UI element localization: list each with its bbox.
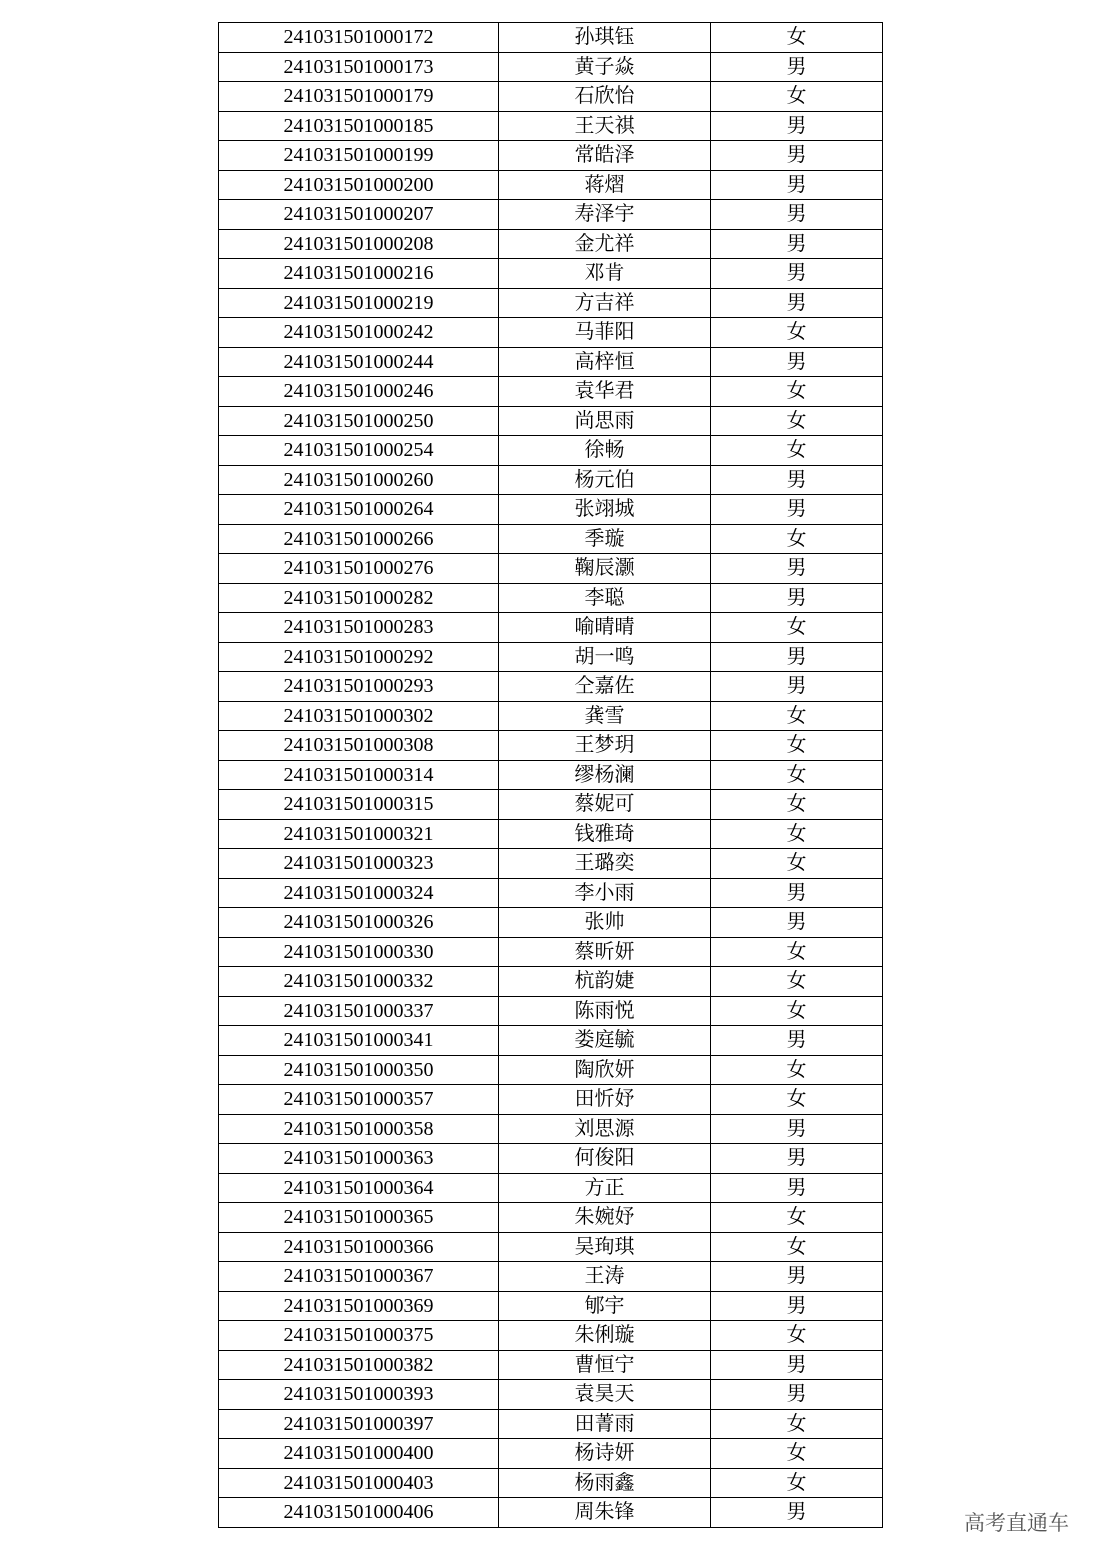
cell-name: 杨雨鑫	[499, 1468, 711, 1498]
cell-gender: 男	[711, 465, 883, 495]
cell-name: 龚雪	[499, 701, 711, 731]
cell-gender: 女	[711, 524, 883, 554]
cell-gender: 男	[711, 170, 883, 200]
cell-name: 寿泽宇	[499, 200, 711, 230]
cell-name: 陈雨悦	[499, 996, 711, 1026]
cell-gender: 男	[711, 229, 883, 259]
cell-gender: 男	[711, 141, 883, 171]
cell-name: 鞠辰灏	[499, 554, 711, 584]
cell-exam-id: 241031501000369	[219, 1291, 499, 1321]
cell-name: 常皓泽	[499, 141, 711, 171]
cell-name: 仝嘉佐	[499, 672, 711, 702]
cell-exam-id: 241031501000264	[219, 495, 499, 525]
cell-exam-id: 241031501000393	[219, 1380, 499, 1410]
cell-gender: 女	[711, 819, 883, 849]
cell-exam-id: 241031501000185	[219, 111, 499, 141]
table-row	[219, 406, 883, 436]
table-row	[219, 819, 883, 849]
cell-gender: 男	[711, 495, 883, 525]
cell-gender: 女	[711, 1409, 883, 1439]
cell-gender: 女	[711, 1321, 883, 1351]
cell-gender: 女	[711, 849, 883, 879]
cell-exam-id: 241031501000321	[219, 819, 499, 849]
cell-exam-id: 241031501000293	[219, 672, 499, 702]
cell-gender: 男	[711, 1350, 883, 1380]
cell-exam-id: 241031501000367	[219, 1262, 499, 1292]
cell-gender: 男	[711, 878, 883, 908]
table-row	[219, 1321, 883, 1351]
cell-gender: 男	[711, 1291, 883, 1321]
table-row	[219, 524, 883, 554]
cell-gender: 男	[711, 288, 883, 318]
cell-name: 王璐奕	[499, 849, 711, 879]
table-row	[219, 288, 883, 318]
cell-exam-id: 241031501000200	[219, 170, 499, 200]
table-row	[219, 672, 883, 702]
cell-exam-id: 241031501000314	[219, 760, 499, 790]
cell-gender: 男	[711, 672, 883, 702]
table-row	[219, 731, 883, 761]
cell-name: 缪杨澜	[499, 760, 711, 790]
cell-gender: 男	[711, 1026, 883, 1056]
student-list-table	[218, 22, 883, 1528]
cell-exam-id: 241031501000246	[219, 377, 499, 407]
cell-name: 孙琪钰	[499, 23, 711, 53]
cell-exam-id: 241031501000358	[219, 1114, 499, 1144]
cell-name: 曹恒宁	[499, 1350, 711, 1380]
cell-gender: 男	[711, 347, 883, 377]
cell-name: 朱婉妤	[499, 1203, 711, 1233]
cell-name: 袁昊天	[499, 1380, 711, 1410]
cell-gender: 女	[711, 701, 883, 731]
table-row	[219, 1498, 883, 1528]
table-row	[219, 23, 883, 53]
table-row	[219, 436, 883, 466]
table-row	[219, 1085, 883, 1115]
cell-name: 蔡昕妍	[499, 937, 711, 967]
cell-name: 张翊城	[499, 495, 711, 525]
cell-exam-id: 241031501000179	[219, 82, 499, 112]
table-row	[219, 1144, 883, 1174]
table-row	[219, 790, 883, 820]
cell-gender: 女	[711, 1468, 883, 1498]
cell-name: 吴珣琪	[499, 1232, 711, 1262]
cell-gender: 男	[711, 1262, 883, 1292]
cell-name: 杭韵婕	[499, 967, 711, 997]
cell-name: 胡一鸣	[499, 642, 711, 672]
cell-gender: 女	[711, 731, 883, 761]
cell-exam-id: 241031501000282	[219, 583, 499, 613]
cell-exam-id: 241031501000365	[219, 1203, 499, 1233]
cell-exam-id: 241031501000363	[219, 1144, 499, 1174]
cell-name: 朱俐璇	[499, 1321, 711, 1351]
cell-exam-id: 241031501000337	[219, 996, 499, 1026]
table-row	[219, 495, 883, 525]
cell-exam-id: 241031501000292	[219, 642, 499, 672]
table-row	[219, 642, 883, 672]
cell-gender: 女	[711, 1232, 883, 1262]
cell-name: 黄子焱	[499, 52, 711, 82]
cell-gender: 女	[711, 937, 883, 967]
student-list-body	[219, 23, 883, 1528]
cell-exam-id: 241031501000315	[219, 790, 499, 820]
cell-exam-id: 241031501000302	[219, 701, 499, 731]
cell-name: 娄庭毓	[499, 1026, 711, 1056]
cell-gender: 男	[711, 1114, 883, 1144]
cell-name: 田忻妤	[499, 1085, 711, 1115]
cell-name: 徐畅	[499, 436, 711, 466]
cell-gender: 女	[711, 406, 883, 436]
cell-exam-id: 241031501000216	[219, 259, 499, 289]
cell-exam-id: 241031501000323	[219, 849, 499, 879]
table-row	[219, 1114, 883, 1144]
cell-exam-id: 241031501000364	[219, 1173, 499, 1203]
cell-name: 石欣怡	[499, 82, 711, 112]
cell-name: 钱雅琦	[499, 819, 711, 849]
cell-name: 尚思雨	[499, 406, 711, 436]
cell-exam-id: 241031501000283	[219, 613, 499, 643]
cell-gender: 女	[711, 1203, 883, 1233]
table-row	[219, 583, 883, 613]
cell-exam-id: 241031501000406	[219, 1498, 499, 1528]
table-row	[219, 613, 883, 643]
table-row	[219, 760, 883, 790]
table-row	[219, 200, 883, 230]
table-row	[219, 996, 883, 1026]
cell-name: 马菲阳	[499, 318, 711, 348]
cell-gender: 女	[711, 790, 883, 820]
table-row	[219, 1203, 883, 1233]
cell-gender: 女	[711, 82, 883, 112]
cell-exam-id: 241031501000350	[219, 1055, 499, 1085]
cell-name: 高梓恒	[499, 347, 711, 377]
cell-gender: 男	[711, 1380, 883, 1410]
cell-name: 袁华君	[499, 377, 711, 407]
table-row	[219, 1380, 883, 1410]
cell-gender: 女	[711, 967, 883, 997]
table-row	[219, 908, 883, 938]
table-row	[219, 1468, 883, 1498]
cell-exam-id: 241031501000244	[219, 347, 499, 377]
cell-name: 方吉祥	[499, 288, 711, 318]
cell-gender: 女	[711, 1439, 883, 1469]
table-row	[219, 1262, 883, 1292]
cell-exam-id: 241031501000242	[219, 318, 499, 348]
cell-exam-id: 241031501000308	[219, 731, 499, 761]
cell-name: 李聪	[499, 583, 711, 613]
table-row	[219, 141, 883, 171]
cell-exam-id: 241031501000254	[219, 436, 499, 466]
cell-gender: 女	[711, 23, 883, 53]
cell-exam-id: 241031501000366	[219, 1232, 499, 1262]
cell-name: 蔡妮可	[499, 790, 711, 820]
table-row	[219, 318, 883, 348]
table-row	[219, 229, 883, 259]
cell-gender: 女	[711, 318, 883, 348]
cell-gender: 男	[711, 554, 883, 584]
cell-exam-id: 241031501000199	[219, 141, 499, 171]
table-row	[219, 170, 883, 200]
cell-name: 杨元伯	[499, 465, 711, 495]
cell-exam-id: 241031501000403	[219, 1468, 499, 1498]
cell-gender: 女	[711, 436, 883, 466]
cell-name: 田菁雨	[499, 1409, 711, 1439]
cell-name: 方正	[499, 1173, 711, 1203]
cell-name: 刘思源	[499, 1114, 711, 1144]
cell-exam-id: 241031501000173	[219, 52, 499, 82]
watermark-text: 高考直通车	[964, 1511, 1069, 1535]
cell-name: 周朱锋	[499, 1498, 711, 1528]
cell-gender: 女	[711, 613, 883, 643]
cell-exam-id: 241031501000330	[219, 937, 499, 967]
cell-gender: 男	[711, 1173, 883, 1203]
cell-exam-id: 241031501000382	[219, 1350, 499, 1380]
cell-gender: 男	[711, 1498, 883, 1528]
table-row	[219, 52, 883, 82]
table-row	[219, 1055, 883, 1085]
cell-gender: 女	[711, 996, 883, 1026]
cell-exam-id: 241031501000260	[219, 465, 499, 495]
cell-name: 张帅	[499, 908, 711, 938]
cell-gender: 女	[711, 377, 883, 407]
table-row	[219, 347, 883, 377]
table-row	[219, 1409, 883, 1439]
table-row	[219, 259, 883, 289]
cell-gender: 男	[711, 642, 883, 672]
cell-gender: 男	[711, 52, 883, 82]
table-row	[219, 1439, 883, 1469]
cell-exam-id: 241031501000341	[219, 1026, 499, 1056]
table-row	[219, 967, 883, 997]
table-row	[219, 377, 883, 407]
table-row	[219, 1173, 883, 1203]
cell-name: 喻晴晴	[499, 613, 711, 643]
cell-gender: 男	[711, 583, 883, 613]
cell-gender: 男	[711, 200, 883, 230]
table-row	[219, 937, 883, 967]
cell-exam-id: 241031501000266	[219, 524, 499, 554]
cell-gender: 女	[711, 1085, 883, 1115]
cell-gender: 男	[711, 908, 883, 938]
cell-name: 王天祺	[499, 111, 711, 141]
table-row	[219, 701, 883, 731]
cell-exam-id: 241031501000397	[219, 1409, 499, 1439]
cell-exam-id: 241031501000219	[219, 288, 499, 318]
table-row	[219, 1232, 883, 1262]
cell-gender: 男	[711, 259, 883, 289]
cell-name: 金尤祥	[499, 229, 711, 259]
table-row	[219, 878, 883, 908]
cell-exam-id: 241031501000208	[219, 229, 499, 259]
cell-name: 邓肯	[499, 259, 711, 289]
cell-name: 杨诗妍	[499, 1439, 711, 1469]
cell-exam-id: 241031501000326	[219, 908, 499, 938]
cell-exam-id: 241031501000207	[219, 200, 499, 230]
table-row	[219, 1291, 883, 1321]
cell-gender: 男	[711, 111, 883, 141]
cell-name: 李小雨	[499, 878, 711, 908]
table-row	[219, 554, 883, 584]
cell-gender: 女	[711, 760, 883, 790]
cell-name: 何俊阳	[499, 1144, 711, 1174]
cell-name: 郇宇	[499, 1291, 711, 1321]
cell-name: 季璇	[499, 524, 711, 554]
cell-name: 王梦玥	[499, 731, 711, 761]
table-row	[219, 465, 883, 495]
cell-exam-id: 241031501000332	[219, 967, 499, 997]
cell-exam-id: 241031501000172	[219, 23, 499, 53]
cell-name: 蒋熠	[499, 170, 711, 200]
cell-name: 王涛	[499, 1262, 711, 1292]
table-row	[219, 111, 883, 141]
cell-exam-id: 241031501000250	[219, 406, 499, 436]
cell-exam-id: 241031501000324	[219, 878, 499, 908]
cell-gender: 男	[711, 1144, 883, 1174]
table-row	[219, 1350, 883, 1380]
cell-exam-id: 241031501000375	[219, 1321, 499, 1351]
table-row	[219, 849, 883, 879]
table-row	[219, 1026, 883, 1056]
cell-exam-id: 241031501000400	[219, 1439, 499, 1469]
cell-exam-id: 241031501000357	[219, 1085, 499, 1115]
table-row	[219, 82, 883, 112]
cell-gender: 女	[711, 1055, 883, 1085]
cell-name: 陶欣妍	[499, 1055, 711, 1085]
cell-exam-id: 241031501000276	[219, 554, 499, 584]
